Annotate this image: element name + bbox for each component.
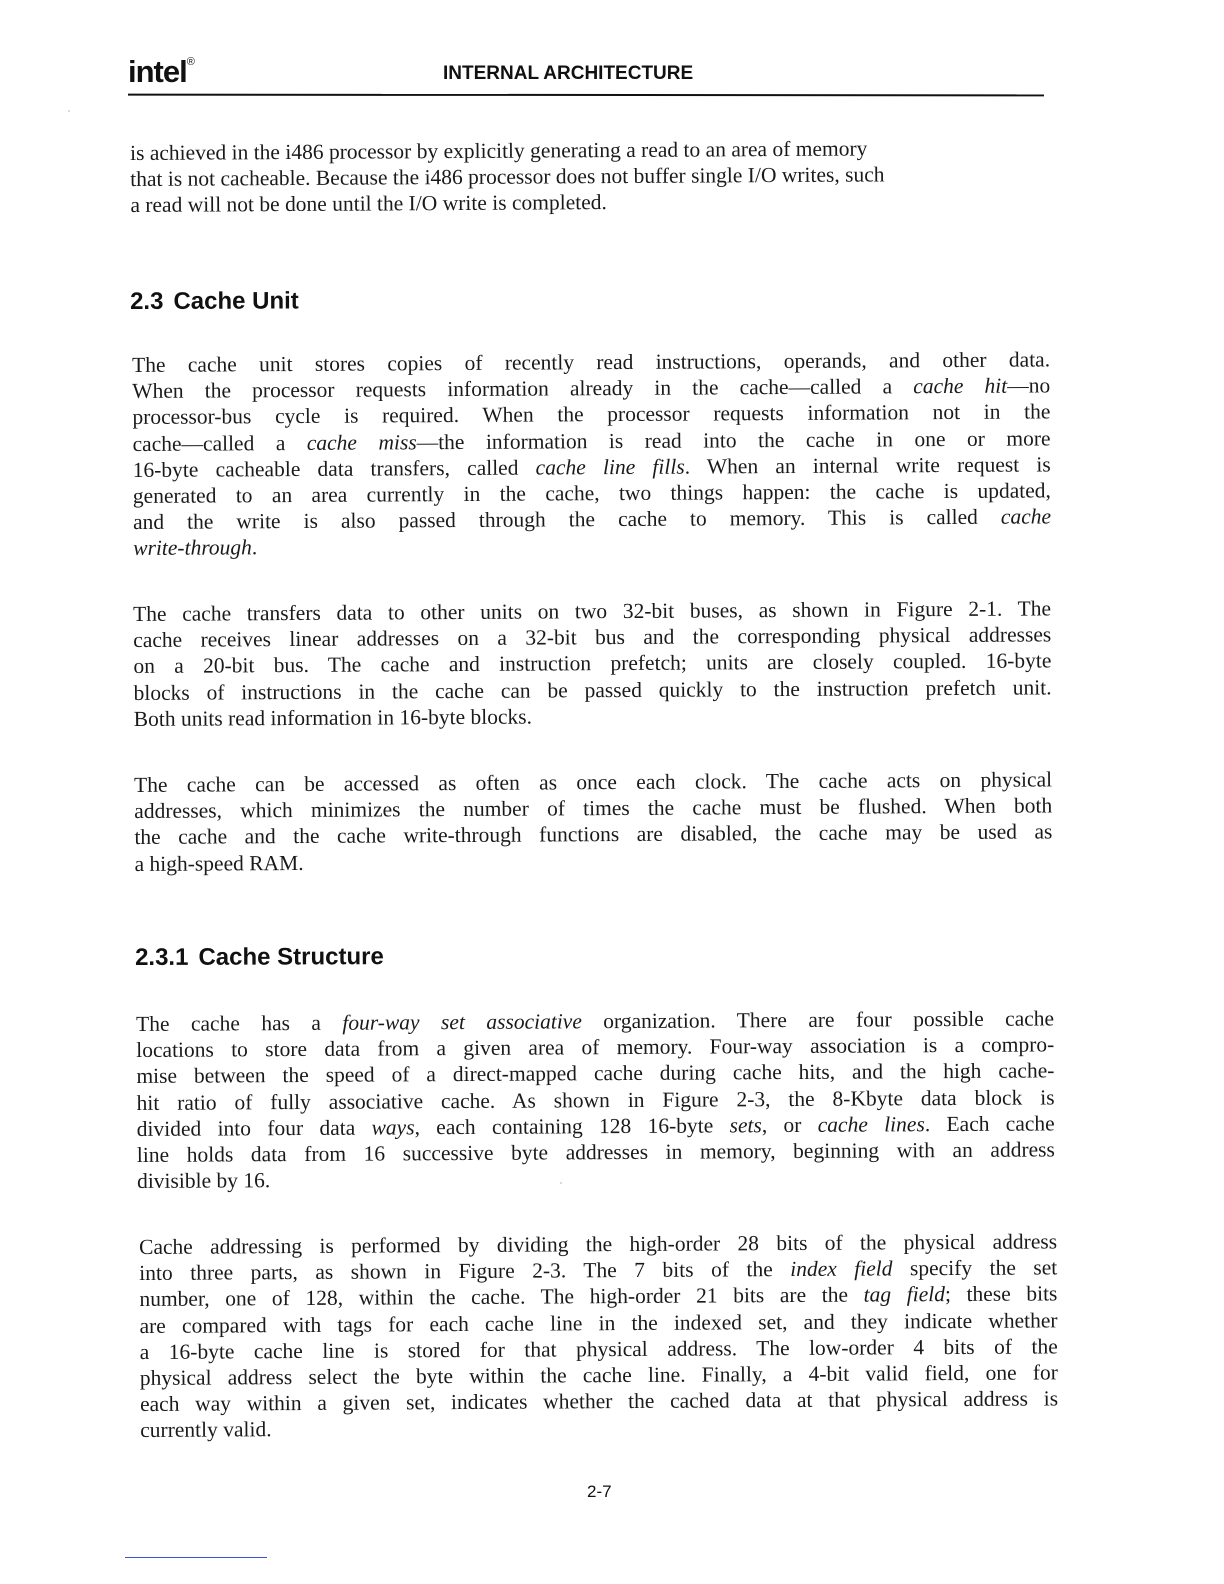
line-text: The cache can be accessed as often as once each clock. The cache acts on physical (134, 767, 1053, 797)
term-cache-miss: cache miss (306, 429, 417, 455)
text-line (134, 819, 1052, 851)
line-text: , or (761, 1112, 818, 1137)
line-text: —the information is read into the cache in one or more (416, 425, 1051, 454)
section-title: Cache Structure (198, 943, 384, 971)
line-text: a read will not be done until the I/O write is completed. (130, 190, 607, 218)
term-ways: ways (371, 1115, 415, 1140)
paragraph-cache-unit (132, 346, 1051, 561)
line-text: that is not cacheable. Because the i486 processor does not buffer single I/O writes, such (130, 162, 885, 192)
text-line (134, 845, 1052, 877)
section-title: Cache Unit (173, 287, 299, 315)
term-four-way: four-way set associative (342, 1009, 582, 1035)
line-text: 16-byte cacheable data transfers, called (132, 455, 536, 482)
line-text: ; these bits (944, 1281, 1058, 1307)
running-head: INTERNAL ARCHITECTURE (443, 63, 694, 84)
line-text: addresses, which minimizes the number of times the cache must be flushed. When both (134, 793, 1053, 824)
page-number: 2-7 (587, 1482, 612, 1501)
line-text: . Each cache (924, 1111, 1055, 1136)
text-line (140, 1412, 1058, 1444)
line-text: mise between the speed of a direct-mapped cache during cache hits, and the high cache- (136, 1058, 1055, 1089)
scan-speck (68, 110, 70, 112)
line-text: organization. There are four possible cache (581, 1006, 1055, 1034)
line-text: physical address select the byte within the cache line. Finally, a 4-bit valid field, one for (139, 1360, 1058, 1390)
line-text: cache receives linear addresses on a 32-bit bus and the corresponding physical addresses (133, 622, 1052, 653)
term-tag-field: tag field (863, 1282, 946, 1307)
text-line (137, 1163, 1055, 1195)
line-text: currently valid. (140, 1417, 272, 1443)
line-text: . (251, 535, 258, 560)
text-line (133, 674, 1051, 706)
line-text: a 16-byte cache line is stored for that physical address. The low-order 4 bits of the (139, 1334, 1058, 1364)
footer-rule (125, 1557, 267, 1558)
line-text: The cache unit stores copies of recently read instructions, operands, and other data. (132, 347, 1051, 377)
paragraph-intro (130, 134, 1048, 218)
line-text: When the processor requests information already in the cache—called a (132, 374, 914, 404)
text-line (134, 700, 1052, 732)
line-text: processor-bus cycle is required. When the processor requests information not in the (132, 399, 1051, 430)
line-text: each way within a given set, indicates whether the cached data at that physical address is (139, 1386, 1059, 1417)
text-line (133, 530, 1051, 562)
line-text: the cache and the cache write-through functions are disabled, the cache may be used as (134, 819, 1053, 850)
paragraph-cache-structure (136, 1005, 1055, 1194)
line-text: line holds data from 16 successive byte addresses in memory, beginning with an address (136, 1137, 1055, 1167)
intel-logo (128, 54, 195, 90)
line-text: locations to store data from a given area of memory. Four-way association is a compro- (136, 1032, 1055, 1063)
line-text: divided into four data (136, 1115, 372, 1141)
line-text: cache—called a (132, 430, 307, 456)
header-rule (128, 94, 1044, 97)
paragraph-cache-addressing (139, 1228, 1058, 1443)
line-text: Both units read information in 16-byte blocks. (133, 704, 533, 731)
registered-mark: ® (186, 56, 195, 68)
section-number: 2.3 (130, 287, 164, 315)
term-cache: cache (1000, 504, 1052, 529)
term-cache-line-fills: cache line fills (535, 454, 685, 480)
section-heading-2-3 (130, 287, 299, 316)
term-cache-lines: cache lines (817, 1111, 925, 1137)
line-text: divisible by 16. (136, 1168, 271, 1194)
line-text: hit ratio of fully associative cache. As shown in Figure 2-3, the 8-Kbyte data block is (136, 1084, 1055, 1115)
line-text: into three parts, as shown in Figure 2-3. The 7 bits of the (139, 1257, 791, 1286)
line-text: generated to an area currently in the cache, two things happen: the cache is updated, (132, 478, 1051, 508)
line-text: on a 20-bit bus. The cache and instruction prefetch; units are closely coupled. 16-byte (133, 648, 1052, 679)
line-text: . When an internal write request is (684, 452, 1051, 479)
line-text: —no (1007, 373, 1051, 398)
term-sets: sets (729, 1112, 762, 1138)
term-write-through: write-through (133, 535, 252, 561)
line-text: are compared with tags for each cache line in the indexed set, and they indicate whether (139, 1307, 1058, 1338)
line-text: number, one of 128, within the cache. The high-order 21 bits are the (139, 1282, 864, 1312)
line-text: The cache transfers data to other units on two 32-bit buses, as shown in Figure 2-1. The (133, 596, 1052, 626)
line-text: is achieved in the i486 processor by explicitly generating a read to an area of memory (130, 136, 868, 165)
paragraph-cache-transfers (133, 595, 1052, 732)
scan-speck (560, 1182, 562, 1184)
line-text: , each containing 128 16-byte (414, 1113, 730, 1140)
text-line (130, 187, 1048, 219)
line-text: specify the set (892, 1255, 1058, 1281)
line-text: Cache addressing is performed by dividing the high-order 28 bits of the physical address (139, 1229, 1058, 1259)
section-number: 2.3.1 (135, 943, 189, 971)
line-text: blocks of instructions in the cache can be passed quickly to the instruction prefetch unit. (133, 674, 1052, 705)
paragraph-cache-access (134, 766, 1053, 876)
line-text: The cache has a (136, 1010, 343, 1036)
line-text: and the write is also passed through the cache to memory. This is called (132, 504, 1001, 535)
term-index-field: index field (790, 1256, 893, 1282)
logo-text: intel (128, 54, 187, 89)
section-heading-2-3-1 (135, 943, 384, 972)
line-text: a high-speed RAM. (134, 850, 304, 876)
term-cache-hit: cache hit (913, 373, 1008, 399)
